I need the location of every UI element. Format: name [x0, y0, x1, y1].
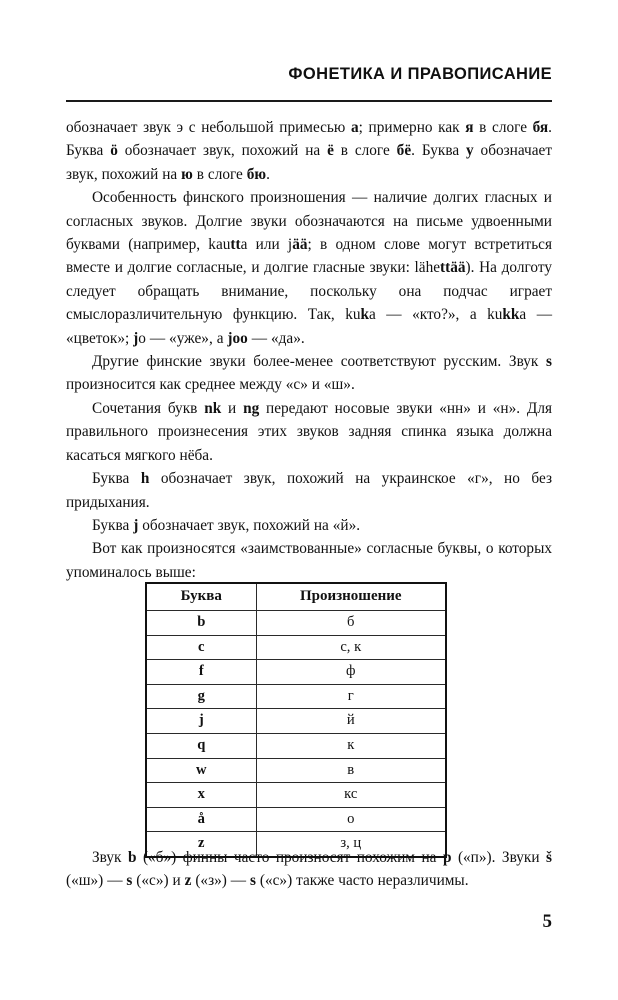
cell-pronunciation: з, ц	[256, 832, 446, 857]
table-row	[146, 684, 446, 709]
table-row	[146, 611, 446, 636]
cell-pronunciation: о	[256, 807, 446, 832]
table-row	[146, 709, 446, 734]
cell-pronunciation: й	[256, 709, 446, 734]
cell-letter: å	[146, 807, 256, 832]
closing-text-block	[66, 846, 552, 893]
cell-pronunciation: кс	[256, 783, 446, 808]
cell-letter: g	[146, 684, 256, 709]
table-row	[146, 733, 446, 758]
cell-letter: b	[146, 611, 256, 636]
cell-letter: w	[146, 758, 256, 783]
paragraph-4: Сочетания букв nk и ng передают носовые звуки «нн» и «н». Для правильного произнесения этих звуков задняя спинка языка должна касаться мягкого нёба.	[66, 399, 552, 464]
paragraph-5: Буква h обозначает звук, похожий на украинское «г», но без придыхания.	[66, 470, 552, 511]
body-text-column	[66, 116, 552, 584]
page-number: 5	[542, 911, 552, 932]
paragraph-8: Звук b («б») финны часто произносят похожим на p («п»). Звуки š («ш») — s («с») и z («з») — s («с») также часто неразличимы.	[66, 849, 552, 890]
cell-letter: j	[146, 709, 256, 734]
cell-letter: z	[146, 832, 256, 857]
paragraph-3: Другие финские звуки более-менее соответствуют русским. Звук s произносится как среднее между «с» и «ш».	[66, 353, 552, 394]
table-header-row	[146, 583, 446, 611]
column-header-pronunciation: Произношение	[256, 583, 446, 611]
cell-pronunciation: к	[256, 733, 446, 758]
cell-letter: f	[146, 660, 256, 685]
cell-pronunciation: г	[256, 684, 446, 709]
table-row	[146, 660, 446, 685]
cell-letter: c	[146, 635, 256, 660]
pronunciation-table	[145, 582, 447, 858]
table-row	[146, 783, 446, 808]
cell-pronunciation: в	[256, 758, 446, 783]
cell-pronunciation: с, к	[256, 635, 446, 660]
running-head-rule	[66, 100, 552, 102]
cell-pronunciation: б	[256, 611, 446, 636]
table-row	[146, 758, 446, 783]
table-body	[146, 611, 446, 857]
paragraph-6: Буква j обозначает звук, похожий на «й».	[92, 516, 361, 534]
cell-letter: q	[146, 733, 256, 758]
column-header-letter: Буква	[146, 583, 256, 611]
running-head: ФОНЕТИКА И ПРАВОПИСАНИЕ	[288, 65, 552, 83]
table-row	[146, 635, 446, 660]
paragraph-7: Вот как произносятся «заимствованные» согласные буквы, о которых упоминалось выше:	[66, 540, 552, 581]
cell-pronunciation: ф	[256, 660, 446, 685]
cell-letter: x	[146, 783, 256, 808]
paragraph-1: обозначает звук э с небольшой примесью a; примерно как я в слоге бя. Буква ö обозначает звук, похожий на ё в слоге бё. Буква y обозначает звук, похожий на ю в слоге бю.	[66, 119, 552, 183]
table-row	[146, 807, 446, 832]
pronunciation-table-wrapper	[145, 582, 445, 858]
paragraph-2: Особенность финского произношения — наличие долгих гласных и согласных звуков. Долгие звуки обозначаются на письме удвоенными буквами (например, kautta или jää; в одном слове могут встретиться вместе и долгие согласные, и долгие гласные звуки: lähettää). На долготу следует обращать внимание, поскольку она подчас играет смыслоразличительную функцию. Так, kuka — «кто?», a kukka — «цветок»; jo — «уже», a joo — «да».	[66, 189, 552, 347]
